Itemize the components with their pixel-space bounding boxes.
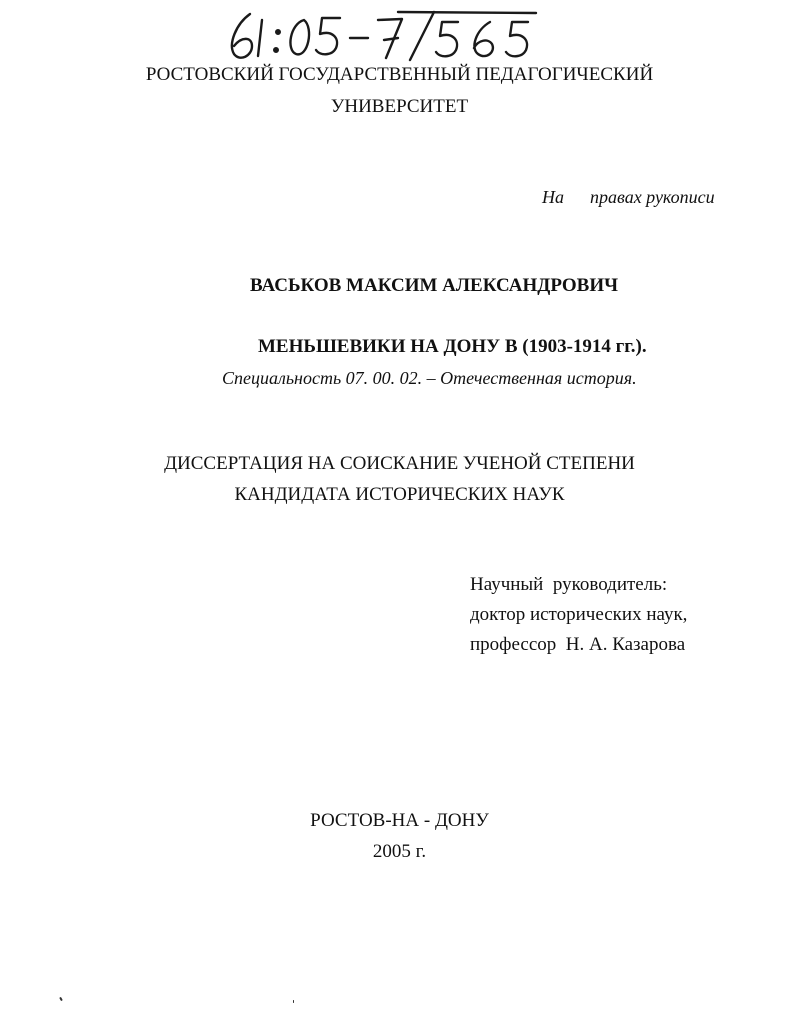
dissertation-title: МЕНЬШЕВИКИ НА ДОНУ В (1903-1914 гг.). xyxy=(258,336,647,357)
city: РОСТОВ-НА - ДОНУ xyxy=(310,810,489,831)
scan-speck xyxy=(293,1000,294,1003)
rights-note-word2: правах рукописи xyxy=(590,187,715,207)
supervisor-degree: доктор исторических наук, xyxy=(470,604,688,625)
supervisor-label: Научный руководитель: xyxy=(470,574,668,595)
rights-note-word1: На xyxy=(542,187,564,207)
year: 2005 г. xyxy=(372,841,427,862)
scan-speck xyxy=(59,997,63,1001)
specialty: Специальность 07. 00. 02. – Отечественная история. xyxy=(222,368,637,388)
supervisor-name: профессор Н. А. Казарова xyxy=(470,634,686,655)
rights-note xyxy=(542,186,715,208)
university-name-line1: РОСТОВСКИЙ ГОСУДАРСТВЕННЫЙ ПЕДАГОГИЧЕСКИЙ xyxy=(145,64,654,85)
dissertation-type-line1: ДИССЕРТАЦИЯ НА СОИСКАНИЕ УЧЕНОЙ СТЕПЕНИ xyxy=(164,453,635,474)
handwritten-catalog-mark xyxy=(222,4,542,64)
author-name: ВАСЬКОВ МАКСИМ АЛЕКСАНДРОВИЧ xyxy=(250,275,619,296)
university-name-line2: УНИВЕРСИТЕТ xyxy=(330,96,469,117)
dissertation-type-line2: КАНДИДАТА ИСТОРИЧЕСКИХ НАУК xyxy=(234,484,565,505)
